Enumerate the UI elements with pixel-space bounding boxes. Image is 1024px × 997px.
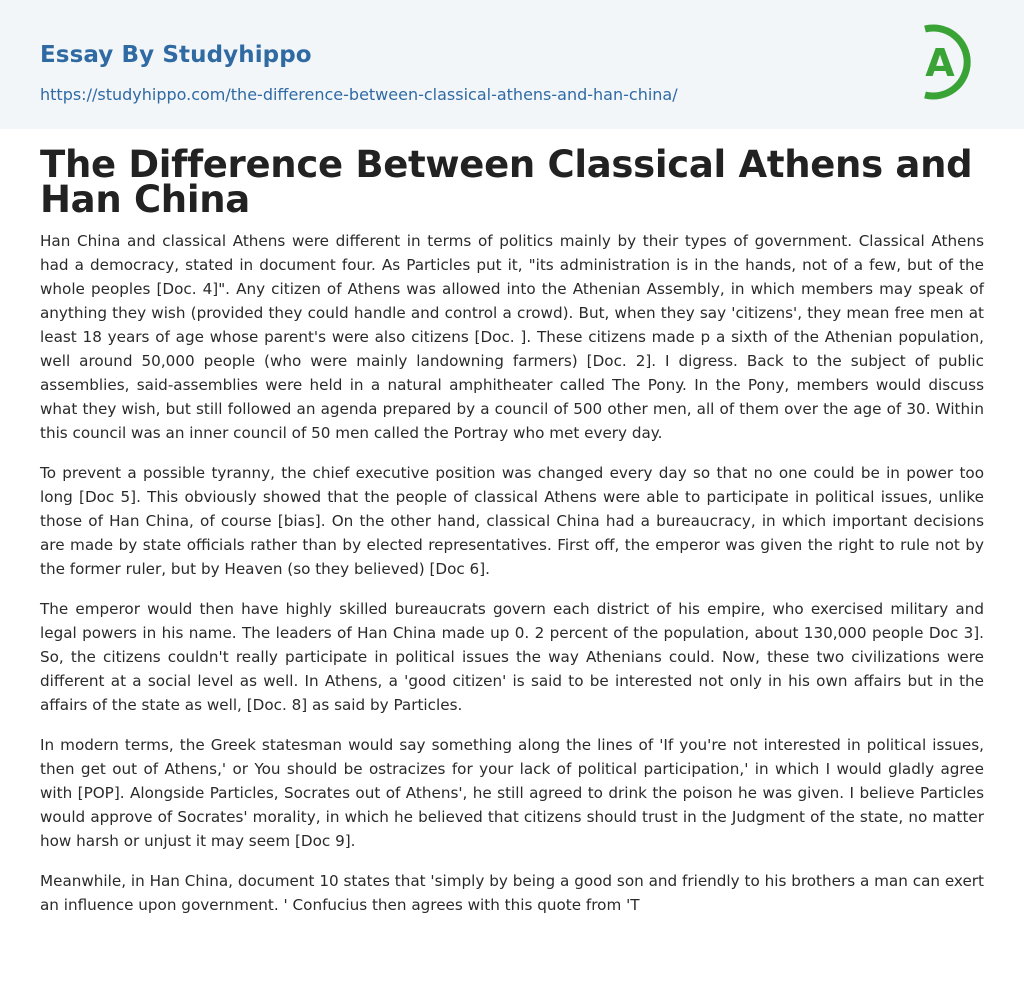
essay-paragraph: In modern terms, the Greek statesman would say something along the lines of 'If you're not interested in political issues, then get out of Athens,' or You should be ostracizes for your lack of political participation,' in which I would gladly agree with [POP]. Alongside Particles, Socrates out of Athens', he still agreed to drink the poison he was given. I believe Particles would approve of Socrates' morality, in which he believed that citizens should trust in the Judgment of the state, no matter how harsh or unjust it may seem [Doc 9]. — [40, 736, 984, 850]
essay-paragraph: To prevent a possible tyranny, the chief executive position was changed every day so that no one could be in power too long [Doc 5]. This obviously showed that the people of classical Athens were able to participate in political issues, unlike those of Han China, of course [bias]. On the other hand, classical China had a bureaucracy, in which important decisions are made by state officials rather than by elected representatives. First off, the emperor was given the right to rule not by the former ruler, but by Heaven (so they believed) [Doc 6]. — [40, 464, 984, 578]
site-header — [0, 0, 1024, 129]
logo-letter: A — [925, 41, 955, 85]
essay-body — [40, 229, 984, 933]
essay-title: The Difference Between Classical Athens and Han China — [40, 143, 973, 221]
studyhippo-logo[interactable] — [912, 19, 986, 105]
essay-paragraph: Meanwhile, in Han China, document 10 states that 'simply by being a good son and friendly to his brothers a man can exert an influence upon government. ' Confucius then agrees with this quote from 'T — [40, 872, 984, 914]
essay-paragraph: Han China and classical Athens were different in terms of politics mainly by their types of government. Classical Athens had a democracy, stated in document four. As Particles put it, "its administration is in the hands, not of a few, but of the whole peoples [Doc. 4]". Any citizen of Athens was allowed into the Athenian Assembly, in which members may speak of anything they wish (provided they could handle and control a crowd). But, when they say 'citizens', they mean free men at least 18 years of age whose parent's were also citizens [Doc. ]. These citizens made p a sixth of the Athenian population, well around 50,000 people (who were mainly landowning farmers) [Doc. 2]. I digress. Back to the subject of public assemblies, said-assemblies were held in a natural amphitheater called The Pony. In the Pony, members would discuss what they wish, but still followed an agenda prepared by a council of 500 other men, all of them over the age of 30. Within this council was an inner council of 50 men called the Portray who met every day. — [40, 232, 984, 442]
logo-ring-icon — [912, 19, 986, 105]
site-brand[interactable]: Essay By Studyhippo — [40, 42, 312, 68]
essay-paragraph: The emperor would then have highly skilled bureaucrats govern each district of his empire, who exercised military and legal powers in his name. The leaders of Han China made up 0. 2 percent of the population, about 130,000 people Doc 3]. So, the citizens couldn't really participate in political issues the way Athenians could. Now, these two civilizations were different at a social level as well. In Athens, a 'good citizen' is said to be interested not only in his own affairs but in the affairs of the state as well, [Doc. 8] as said by Particles. — [40, 600, 984, 714]
essay-url-link[interactable]: https://studyhippo.com/the-difference-between-classical-athens-and-han-china/ — [40, 85, 678, 104]
